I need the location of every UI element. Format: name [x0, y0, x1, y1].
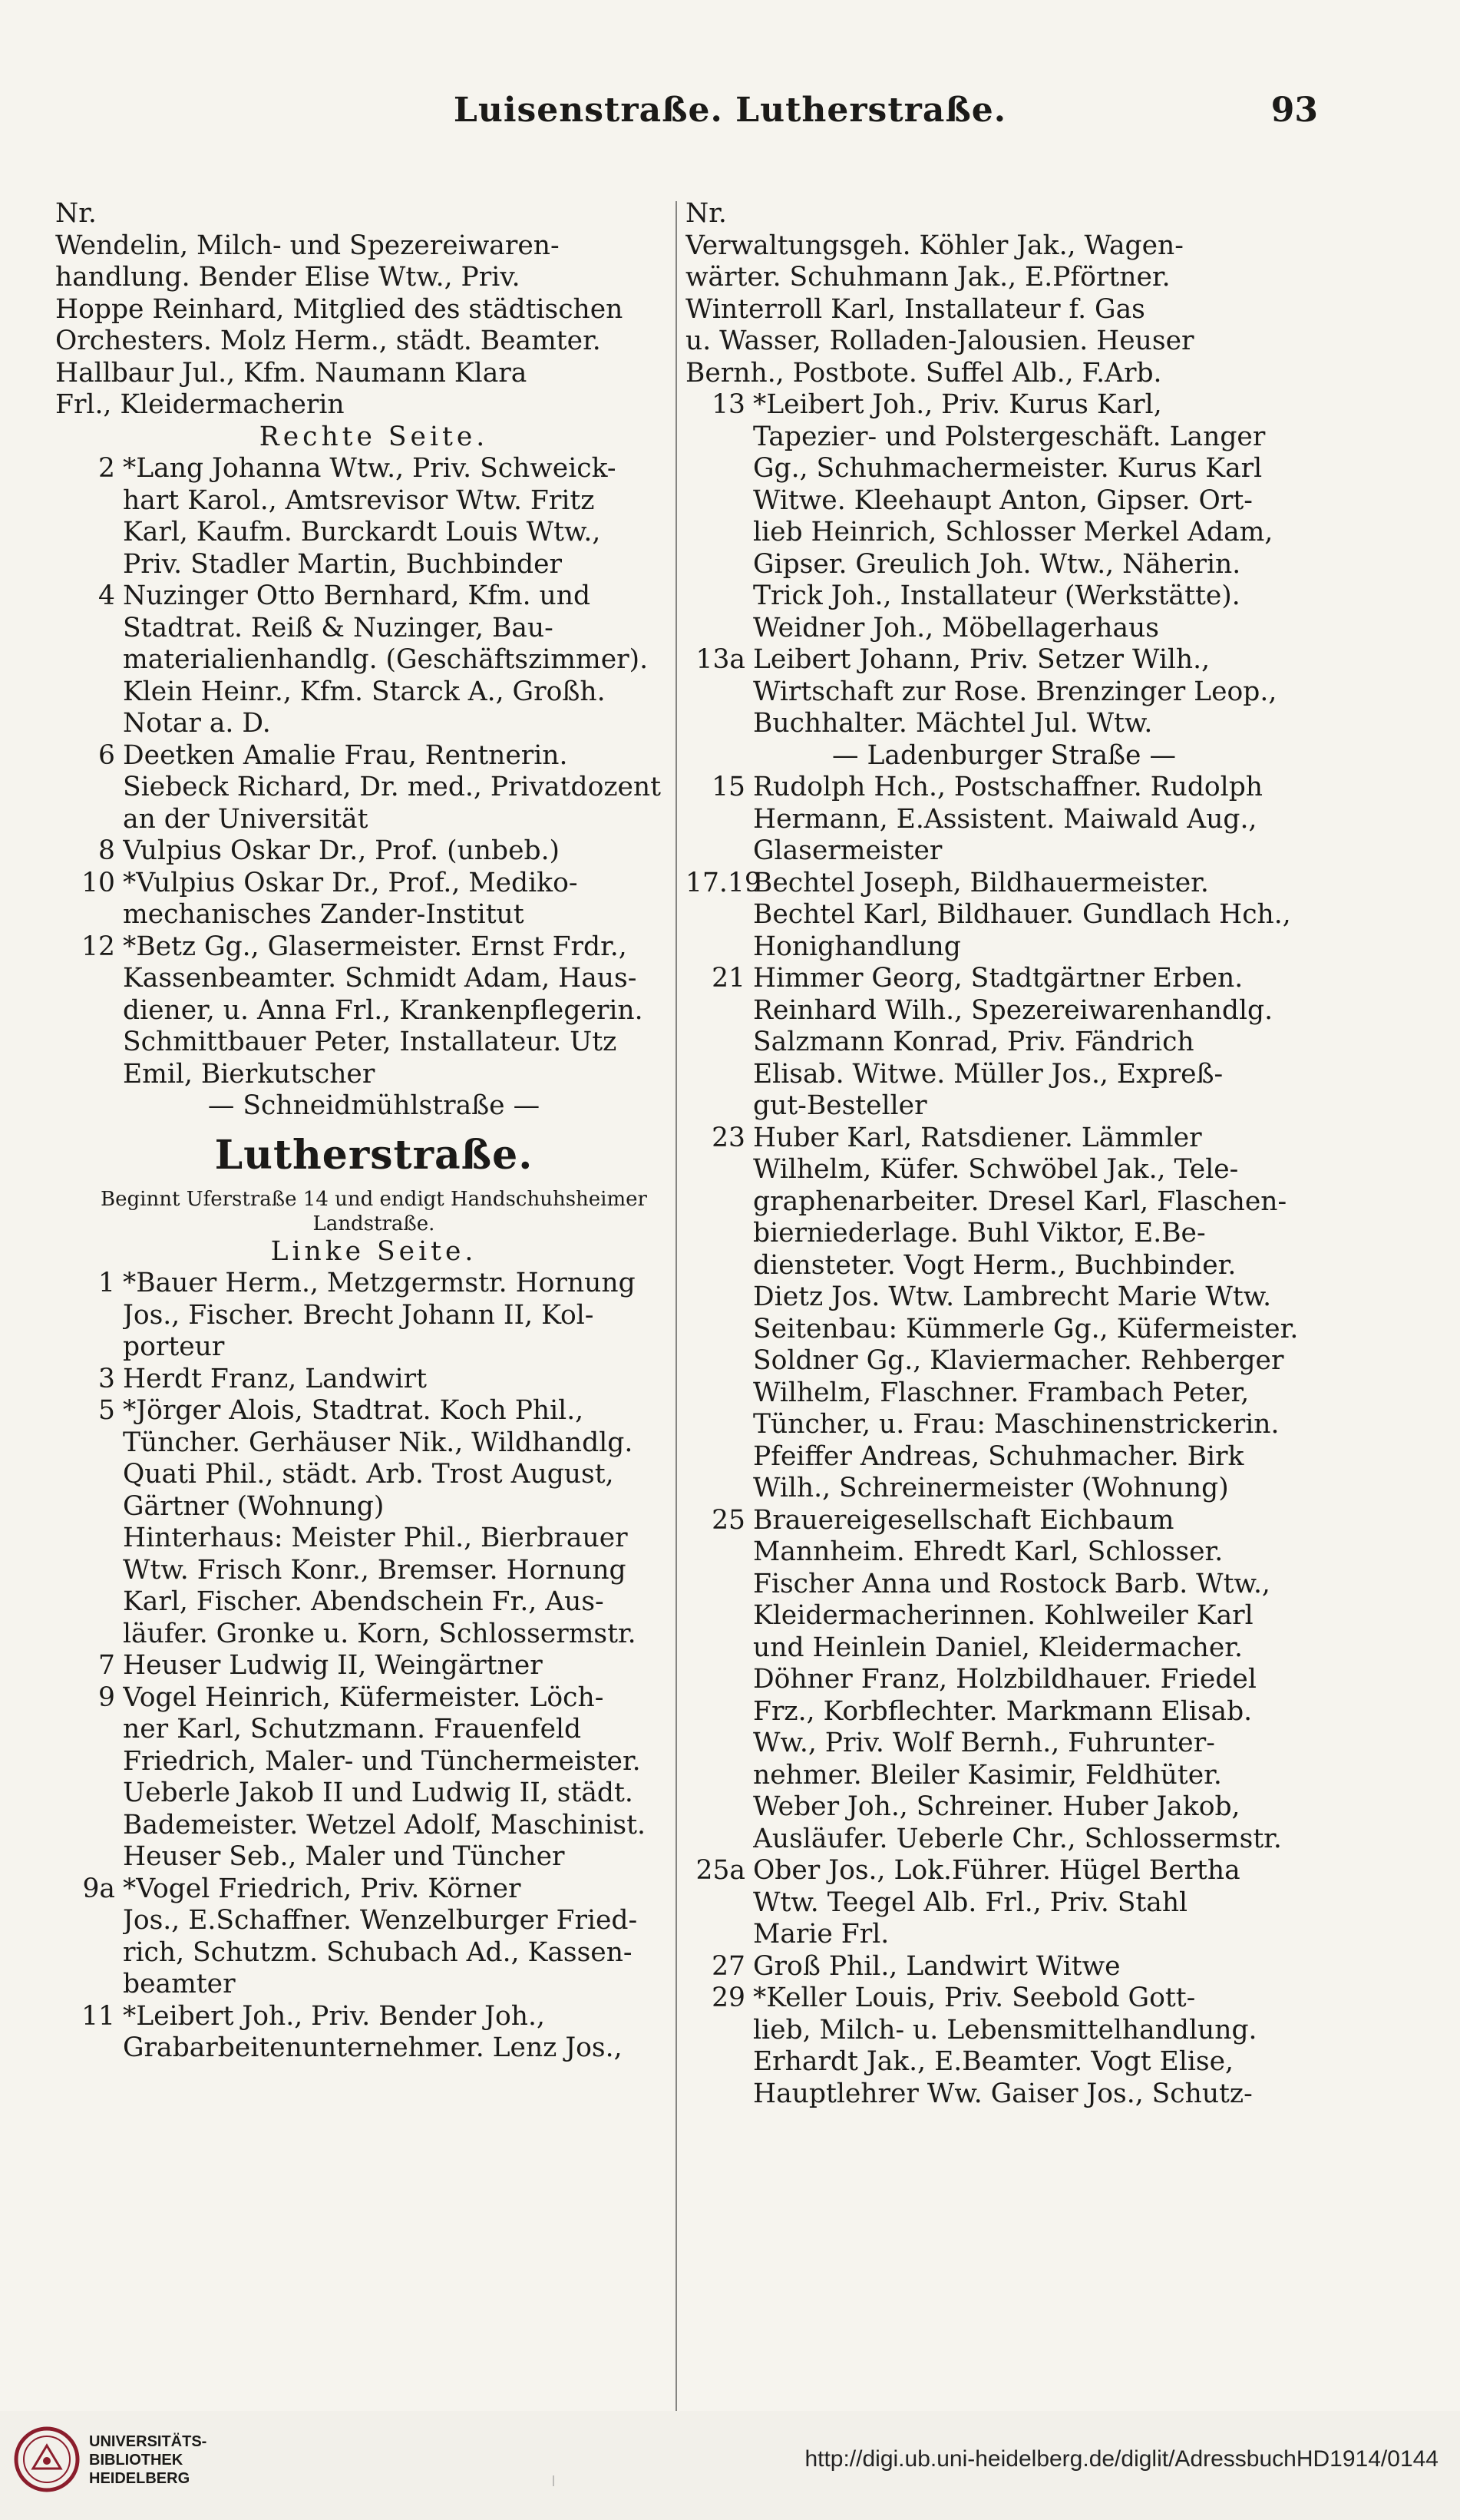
entry-line: Stadtrat. Reiß & Nuzinger, Bau- [123, 612, 553, 643]
house-number: 5 [98, 1395, 115, 1426]
continued-line: Verwaltungsgeh. Köhler Jak., Wagen- [685, 230, 1184, 261]
house-number: 13a [695, 644, 745, 675]
address-entry [55, 1268, 692, 1364]
entry-line: *Leibert Joh., Priv. Bender Joh., [123, 2000, 545, 2032]
entry-line: Vogel Heinrich, Küfermeister. Löch- [123, 1682, 604, 1713]
entry-line: Bechtel Karl, Bildhauer. Gundlach Hch., [753, 899, 1291, 930]
entry-line: Döhner Franz, Holzbildhauer. Friedel [753, 1664, 1257, 1695]
entry-line: Hauptlehrer Ww. Gaiser Jos., Schutz- [753, 2078, 1253, 2109]
scan-mark [553, 2475, 554, 2486]
continued-line: wärter. Schuhmann Jak., E.Pförtner. [685, 262, 1171, 293]
entry-line: Tapezier- und Polstergeschäft. Langer [753, 421, 1266, 452]
entry-line: Weber Joh., Schreiner. Huber Jakob, [753, 1791, 1240, 1822]
entry-line: Vulpius Oskar Dr., Prof. (unbeb.) [123, 835, 560, 866]
entry-line: Ober Jos., Lok.Führer. Hügel Bertha [753, 1855, 1240, 1886]
entry-line: Wirtschaft zur Rose. Brenzinger Leop., [753, 676, 1277, 707]
entry-line: Leibert Johann, Priv. Setzer Wilh., [753, 644, 1211, 675]
entry-line: Tüncher, u. Frau: Maschinenstrickerin. [753, 1409, 1280, 1440]
side-heading: Linke Seite. [270, 1235, 477, 1267]
continued-line: u. Wasser, Rolladen-Jalousien. Heuser [685, 326, 1194, 356]
entry-line: *Bauer Herm., Metzgermstr. Hornung [123, 1268, 636, 1298]
page-header [0, 91, 1460, 160]
entry-line: Frz., Korbflechter. Markmann Elisab. [753, 1695, 1253, 1727]
cross-street: — Ladenburger Straße — [832, 739, 1176, 771]
entry-line: Ww., Priv. Wolf Bernh., Fuhrunter- [753, 1728, 1215, 1758]
entry-line: Gg., Schuhmachermeister. Kurus Karl [753, 453, 1263, 484]
entry-line: nehmer. Bleiler Kasimir, Feldhüter. [753, 1759, 1222, 1791]
address-entry [55, 580, 692, 740]
university-seal-icon [14, 2426, 80, 2492]
entry-line: Tüncher. Gerhäuser Nik., Wildhandlg. [123, 1427, 633, 1458]
entry-line: Honighandlung [753, 931, 961, 962]
entry-line: Buchhalter. Mächtel Jul. Wtw. [753, 708, 1153, 739]
entry-line: Wilhelm, Flaschner. Frambach Peter, [753, 1377, 1250, 1408]
address-entry [55, 1873, 692, 2001]
entry-line: *Leibert Joh., Priv. Kurus Karl, [753, 389, 1162, 420]
entry-line: Soldner Gg., Klaviermacher. Rehberger [753, 1345, 1284, 1376]
entry-line: graphenarbeiter. Dresel Karl, Flaschen- [753, 1186, 1287, 1217]
entry-line: *Keller Louis, Priv. Seebold Gott- [753, 1983, 1196, 2013]
house-number: 10 [81, 867, 115, 898]
house-number: 25 [712, 1504, 745, 1536]
continued-line: Hoppe Reinhard, Mitglied des städtischen [55, 293, 623, 325]
entry-line: Siebeck Richard, Dr. med., Privatdozent [123, 772, 662, 802]
page-number: 93 [1270, 91, 1318, 130]
entry-line: Ueberle Jakob II und Ludwig II, städt. [123, 1778, 633, 1808]
entry-line: Wilh., Schreinermeister (Wohnung) [753, 1473, 1229, 1503]
address-entry [55, 931, 692, 1091]
entry-line: porteur [123, 1331, 225, 1362]
address-entry [55, 740, 692, 836]
house-number: 23 [712, 1122, 745, 1153]
entry-line: Erhardt Jak., E.Beamter. Vogt Elise, [753, 2046, 1234, 2077]
house-number: 3 [98, 1363, 115, 1394]
entry-line: Schmittbauer Peter, Installateur. Utz [123, 1027, 617, 1057]
address-entry [55, 2001, 692, 2065]
entry-line: lieb Heinrich, Schlosser Merkel Adam, [753, 517, 1273, 547]
entry-line: Herdt Franz, Landwirt [123, 1363, 427, 1394]
running-title: Luisenstraße. Lutherstraße. [453, 91, 1007, 130]
house-number: 9a [82, 1873, 115, 1904]
address-entry [55, 453, 692, 580]
entry-line: Witwe. Kleehaupt Anton, Gipser. Ort- [753, 484, 1253, 516]
library-line-2: BIBLIOTHEK [89, 2452, 183, 2469]
address-entry [685, 1505, 1323, 1856]
house-number: 1 [98, 1268, 115, 1298]
entry-line: *Jörger Alois, Stadtrat. Koch Phil., [123, 1395, 584, 1426]
entry-line: Jos., E.Schaffner. Wenzelburger Fried- [123, 1905, 638, 1936]
house-number: 7 [98, 1650, 115, 1681]
side-heading: Rechte Seite. [259, 421, 489, 452]
entry-line: *Lang Johanna Wtw., Priv. Schweick- [123, 453, 616, 484]
entry-line: Quati Phil., städt. Arb. Trost August, [123, 1459, 614, 1490]
address-entry [685, 772, 1323, 868]
street-title: Lutherstraße. [214, 1131, 533, 1179]
entry-line: an der Universität [123, 803, 368, 835]
entry-line: Glasermeister [753, 835, 943, 866]
address-entry [55, 1364, 692, 1396]
entry-line: Deetken Amalie Frau, Rentnerin. [123, 739, 568, 771]
entry-line: Priv. Stadler Martin, Buchbinder [123, 548, 563, 580]
entry-line: rich, Schutzm. Schubach Ad., Kassen- [123, 1936, 633, 1968]
entry-line: Kleidermacherinnen. Kohlweiler Karl [753, 1600, 1254, 1631]
entry-line: und Heinlein Daniel, Kleidermacher. [753, 1632, 1243, 1663]
house-number: 15 [712, 772, 745, 802]
entry-line: Wilhelm, Küfer. Schwöbel Jak., Tele- [753, 1154, 1239, 1185]
cross-street: — Schneidmühlstraße — [207, 1090, 540, 1121]
continued-line: Frl., Kleidermacherin [55, 389, 345, 420]
house-number: 8 [98, 835, 115, 866]
entry-line: *Vogel Friedrich, Priv. Körner [123, 1873, 521, 1904]
house-number: 4 [98, 580, 115, 611]
house-number: 27 [712, 1950, 745, 1982]
entry-line: Notar a. D. [123, 708, 271, 739]
entry-line: diener, u. Anna Frl., Krankenpflegerin. [123, 994, 643, 1026]
entry-line: Weidner Joh., Möbellagerhaus [753, 612, 1159, 643]
entry-line: Jos., Fischer. Brecht Johann II, Kol- [123, 1299, 594, 1331]
house-number: 9 [98, 1682, 115, 1713]
entry-line: Bechtel Joseph, Bildhauermeister. [753, 867, 1209, 898]
address-entry [55, 1395, 692, 1650]
entry-line: materialienhandlg. (Geschäftszimmer). [123, 644, 649, 675]
entry-line: Hermann, E.Assistent. Maiwald Aug., [753, 803, 1257, 835]
entry-line: Grabarbeitenunternehmer. Lenz Jos., [123, 2032, 623, 2063]
entry-line: Karl, Kaufm. Burckardt Louis Wtw., [123, 517, 601, 547]
entry-line: mechanisches Zander-Institut [123, 899, 524, 930]
entry-line: Kassenbeamter. Schmidt Adam, Haus- [123, 963, 637, 994]
house-number: 12 [81, 931, 115, 962]
entry-line: *Betz Gg., Glasermeister. Ernst Frdr., [123, 931, 627, 962]
library-line-1: UNIVERSITÄTS- [89, 2433, 207, 2450]
street-description: Beginnt Uferstraße 14 und endigt Handschuhsheimer [101, 1187, 647, 1211]
continued-line: handlung. Bender Elise Wtw., Priv. [55, 262, 520, 293]
entry-line: Brauereigesellschaft Eichbaum [753, 1504, 1174, 1536]
house-number: 25a [695, 1855, 745, 1886]
entry-line: Pfeiffer Andreas, Schuhmacher. Birk [753, 1440, 1244, 1472]
entry-line: Trick Joh., Installateur (Werkstätte). [753, 580, 1240, 611]
entry-line: Bademeister. Wetzel Adolf, Maschinist. [123, 1809, 646, 1840]
entry-line: Seitenbau: Kümmerle Gg., Küfermeister. [753, 1313, 1299, 1344]
street-description: Landstraße. [312, 1212, 435, 1235]
entry-line: Elisab. Witwe. Müller Jos., Expreß- [753, 1058, 1224, 1090]
continued-line: Bernh., Postbote. Suffel Alb., F.Arb. [685, 357, 1162, 389]
entry-line: Rudolph Hch., Postschaffner. Rudolph [753, 772, 1263, 802]
footer [0, 2411, 1460, 2520]
entry-line: Wtw. Teegel Alb. Frl., Priv. Stahl [753, 1887, 1188, 1918]
house-number: 11 [81, 2000, 115, 2032]
nr-label: Nr. [685, 198, 727, 229]
nr-label: Nr. [55, 198, 97, 229]
house-number: 21 [712, 963, 745, 994]
entry-line: bierniederlage. Buhl Viktor, E.Be- [753, 1218, 1206, 1248]
entry-line: *Vulpius Oskar Dr., Prof., Mediko- [123, 867, 578, 898]
continued-line: Wendelin, Milch- und Spezereiwaren- [55, 230, 560, 261]
address-entry [685, 963, 1323, 1123]
entry-line: Ausläufer. Ueberle Chr., Schlossermstr. [753, 1823, 1282, 1854]
address-entry [55, 1682, 692, 1873]
address-entry [685, 1983, 1323, 2110]
address-entry [685, 868, 1323, 964]
entry-line: Klein Heinr., Kfm. Starck A., Großh. [123, 676, 606, 707]
address-entry [685, 1951, 1323, 1983]
address-entry [685, 389, 1323, 644]
entry-line: Emil, Bierkutscher [123, 1058, 375, 1090]
entry-line: Gipser. Greulich Joh. Wtw., Näherin. [753, 548, 1241, 580]
entry-line: Dietz Jos. Wtw. Lambrecht Marie Wtw. [753, 1281, 1272, 1312]
entry-line: beamter [123, 1969, 236, 1999]
entry-line: lieb, Milch- u. Lebensmittelhandlung. [753, 2014, 1257, 2045]
entry-line: Heuser Ludwig II, Weingärtner [123, 1650, 543, 1681]
entry-line: Marie Frl. [753, 1919, 890, 1950]
continued-line: Hallbaur Jul., Kfm. Naumann Klara [55, 357, 527, 389]
entry-line: diensteter. Vogt Herm., Buchbinder. [753, 1249, 1237, 1281]
address-entry [685, 1855, 1323, 1951]
entry-line: Reinhard Wilh., Spezereiwarenhandlg. [753, 994, 1273, 1026]
entry-line: Friedrich, Maler- und Tünchermeister. [123, 1745, 641, 1777]
entry-line: Wtw. Frisch Konr., Bremser. Hornung [123, 1554, 626, 1586]
entry-line: ner Karl, Schutzmann. Frauenfeld [123, 1714, 582, 1744]
entry-line: Salzmann Konrad, Priv. Fändrich [753, 1027, 1194, 1057]
address-entry [55, 1650, 692, 1682]
entry-line: Huber Karl, Ratsdiener. Lämmler [753, 1122, 1202, 1153]
house-number: 29 [712, 1983, 745, 2013]
library-line-3: HEIDELBERG [89, 2470, 190, 2487]
address-entry [685, 644, 1323, 740]
library-name [89, 2432, 206, 2488]
house-number: 13 [712, 389, 745, 420]
entry-line: gut-Besteller [753, 1090, 927, 1121]
entry-line: Groß Phil., Landwirt Witwe [753, 1950, 1121, 1982]
entry-line: hart Karol., Amtsrevisor Wtw. Fritz [123, 484, 595, 516]
house-number: 17.19 [685, 867, 761, 898]
entry-line: Mannheim. Ehredt Karl, Schlosser. [753, 1536, 1224, 1567]
continued-line: Orchesters. Molz Herm., städt. Beamter. [55, 326, 601, 356]
address-entry [55, 868, 692, 931]
entry-line: läufer. Gronke u. Korn, Schlossermstr. [123, 1618, 636, 1649]
entry-line: Gärtner (Wohnung) [123, 1490, 385, 1522]
house-number: 2 [98, 453, 115, 484]
continued-line: Winterroll Karl, Installateur f. Gas [685, 293, 1145, 325]
address-entry [685, 1123, 1323, 1505]
entry-line: Himmer Georg, Stadtgärtner Erben. [753, 963, 1244, 994]
entry-line: Fischer Anna und Rostock Barb. Wtw., [753, 1568, 1270, 1599]
right-column [685, 198, 1323, 2110]
house-number: 6 [98, 739, 115, 771]
left-column [55, 198, 692, 2065]
entry-line: Nuzinger Otto Bernhard, Kfm. und [123, 580, 591, 611]
address-entry [55, 835, 692, 868]
source-url-link[interactable]: http://digi.ub.uni-heidelberg.de/diglit/AdressbuchHD1914/0144 [804, 2446, 1439, 2472]
entry-line: Hinterhaus: Meister Phil., Bierbrauer [123, 1523, 628, 1553]
entry-line: Karl, Fischer. Abendschein Fr., Aus- [123, 1586, 604, 1617]
entry-line: Heuser Seb., Maler und Tüncher [123, 1841, 565, 1872]
